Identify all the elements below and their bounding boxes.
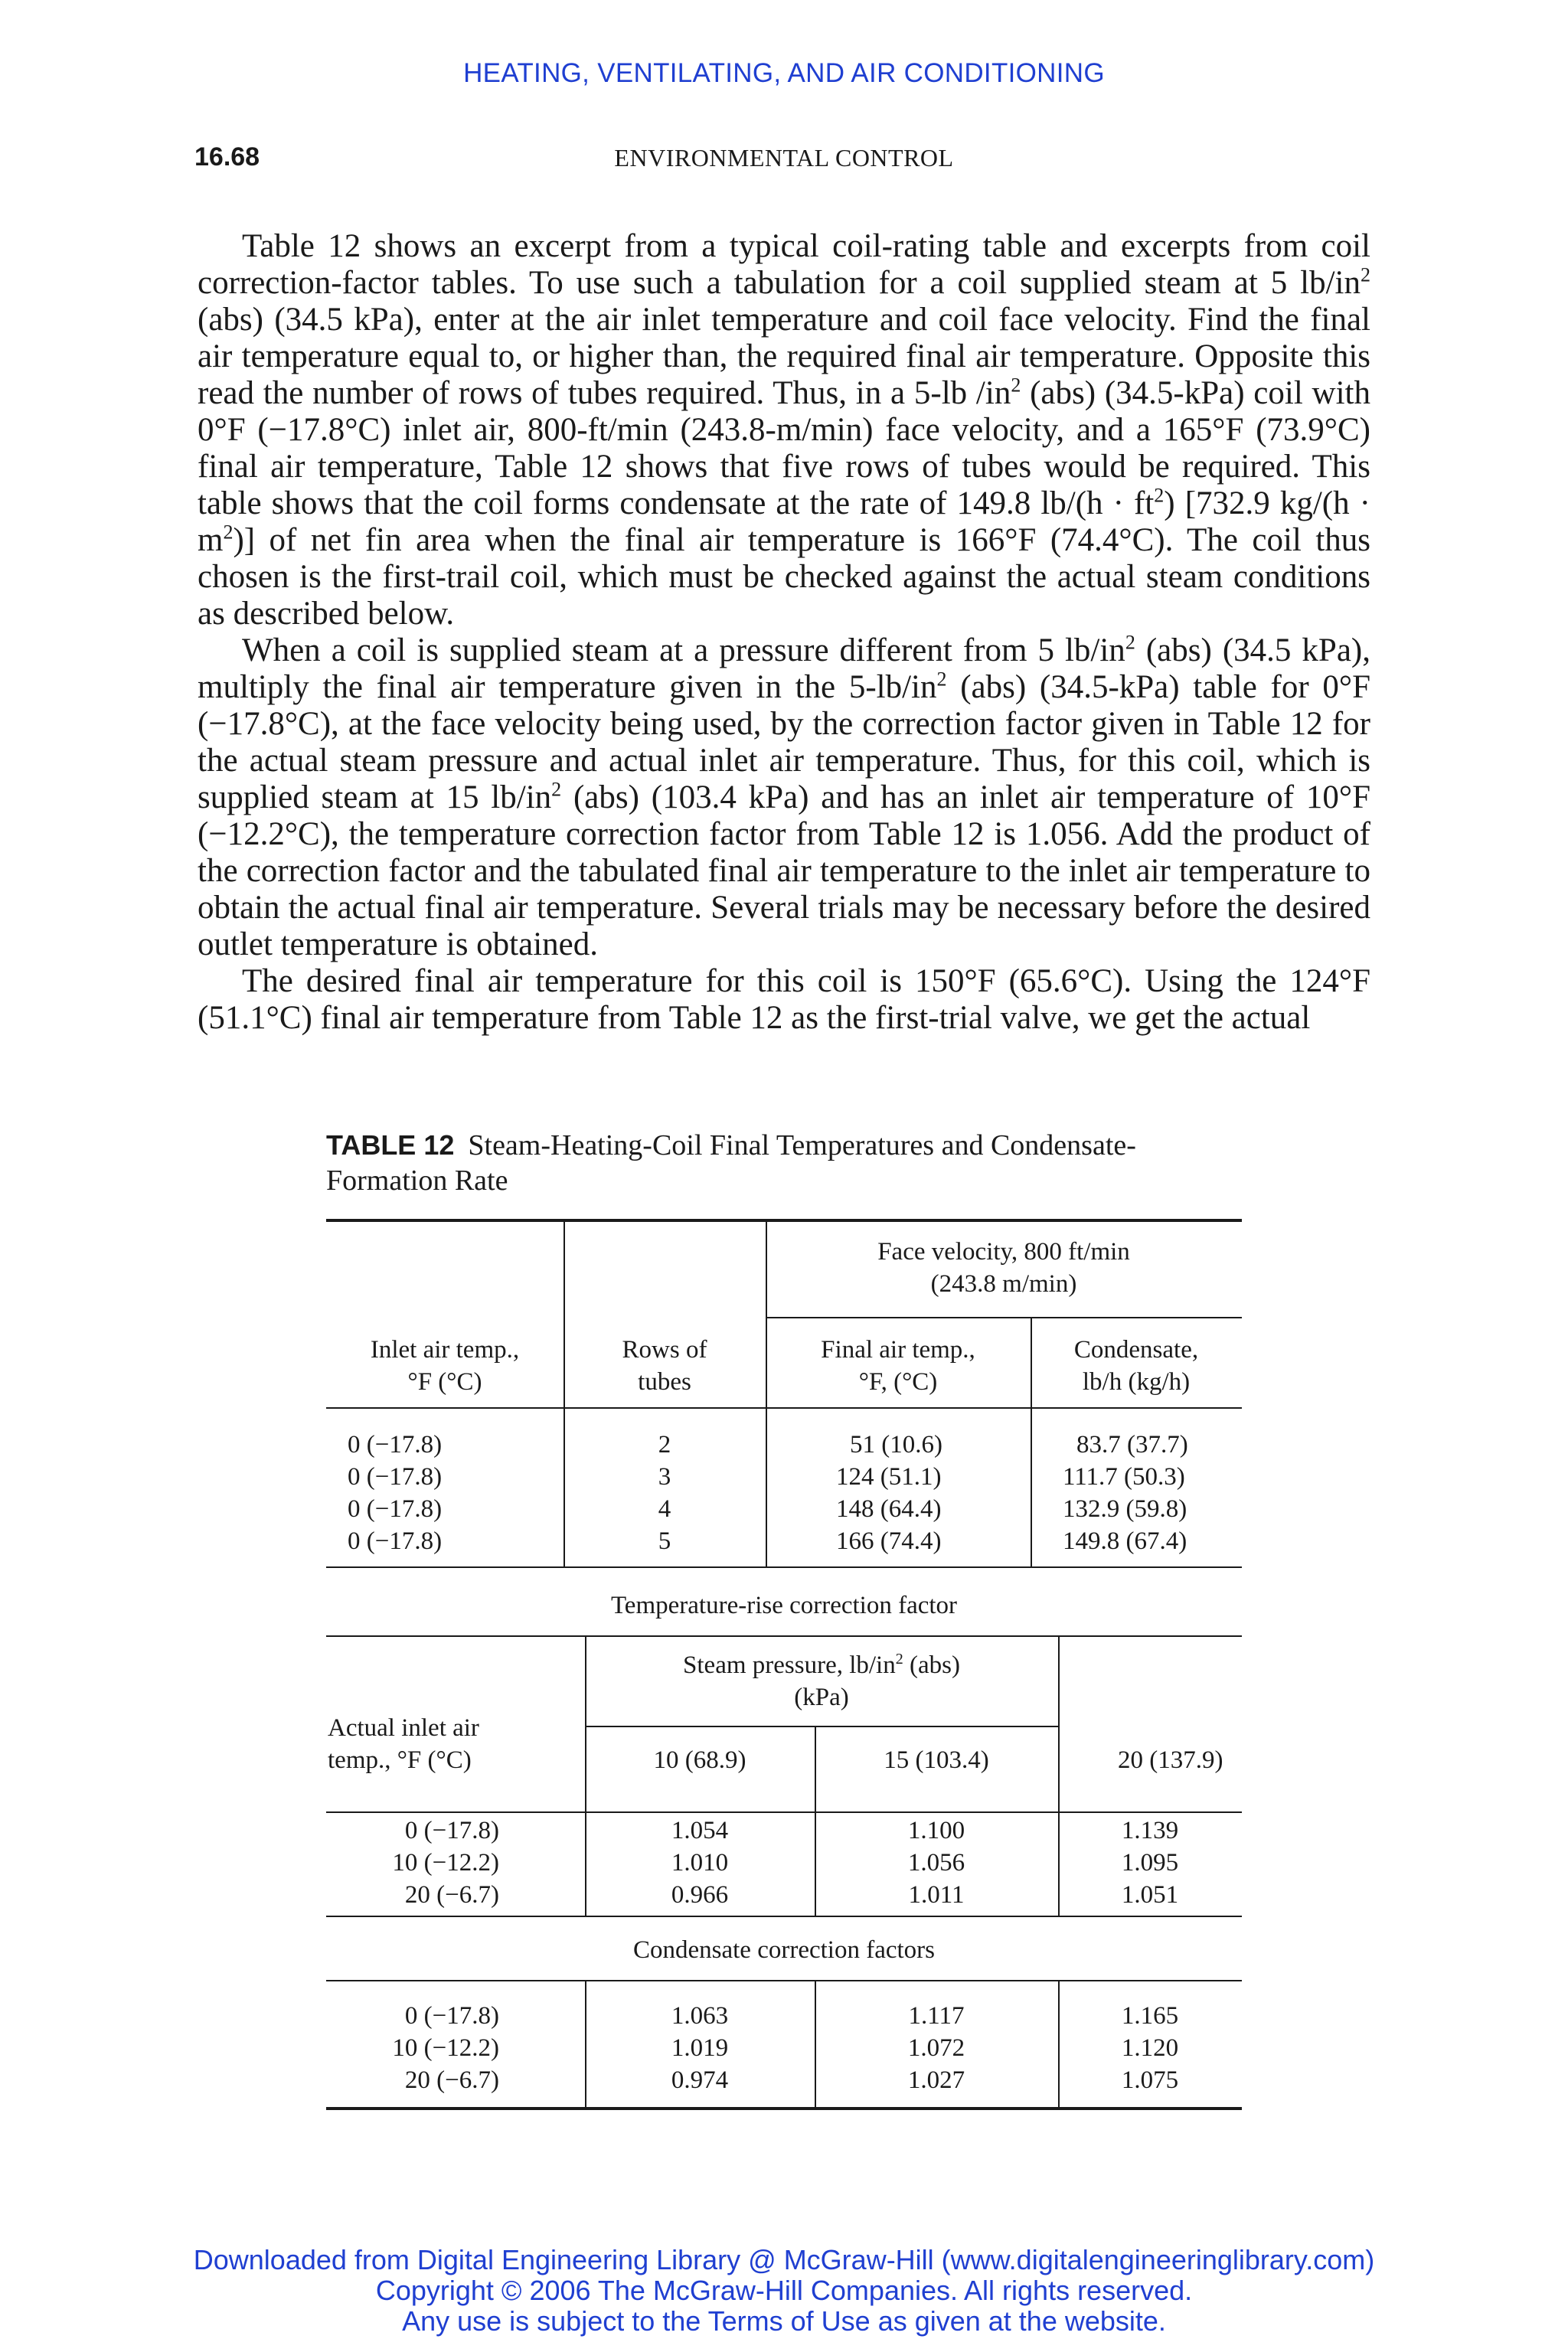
rule-part3-bottom xyxy=(326,2107,1242,2110)
table-cell: 1.075 xyxy=(1121,2066,1179,2094)
header-rows: Rows of tubes xyxy=(622,1336,707,1396)
table-cell: 5 xyxy=(658,1527,671,1555)
face-velocity-header: Face velocity, 800 ft/min (243.8 m/min) xyxy=(877,1238,1130,1298)
table-cell: 1.051 xyxy=(1121,1881,1179,1909)
footer-terms: Any use is subject to the Terms of Use as given at the website. xyxy=(402,2305,1166,2337)
rule-part2-header xyxy=(326,1811,1242,1813)
table-cell: 1.139 xyxy=(1121,1817,1179,1844)
table-cell: 20 (−6.7) xyxy=(404,2066,499,2094)
running-head: HEATING, VENTILATING, AND AIR CONDITIONING xyxy=(463,58,1105,88)
steam-pressure-header: Steam pressure, $lb/in^2$ (abs) (kPa) xyxy=(683,1651,960,1711)
table-cell: 10 (−12.2) xyxy=(392,1849,499,1877)
table-cell: 51 (10.6) xyxy=(850,1431,942,1459)
col-p2-10 xyxy=(585,1815,815,1911)
vrule-1 xyxy=(564,1220,565,1566)
col-p2-20 xyxy=(1058,1815,1242,1911)
rule-face-velocity xyxy=(766,1317,1242,1318)
col-condensate xyxy=(1063,1429,1188,1557)
table-cell: 111.7 (50.3) xyxy=(1063,1463,1185,1491)
table-cell: 3 xyxy=(658,1463,671,1491)
table-cell: 1.011 xyxy=(908,1881,965,1909)
table-cell: 0 (−17.8) xyxy=(348,1527,443,1555)
paragraph-1: Table 12 shows an excerpt from a typical coil-rating table and excerpts from coil correction-factor tables. To use such a tabulation for a coil supplied steam at 5 $lb/in^2$ (abs) (34.5 kPa), enter at the air inlet temperature and coil face velocity. Find the final air temperature equal to, or higher than, the required final air temperature. Opposite this read the number of rows of tubes required. Thus, in a 5-lb $/in^2$ (abs) (34.5-kPa) coil with 0°F (−17.8°C) inlet air, 800-ft/min (243.8-m/min) face velocity, and a 165°F (73.9°C) final air temperature, Table 12 shows that five rows of tubes would be required. This table shows that the coil forms condensate at the rate of 149.8 $lb/(h \cdot ft^2)$ [732.9 $kg/(h \cdot m^2)$] of net fin area when the final air temperature is 166°F (74.4°C). The coil thus chosen is the first-trail coil, which must be checked against the actual steam conditions as described below. xyxy=(198,228,1371,632)
vrule-p2-1 xyxy=(585,1637,586,1916)
table-cell: 1.056 xyxy=(907,1849,965,1877)
page-number: 16.68 xyxy=(194,142,260,172)
header-actual-inlet: Actual inlet air temp., °F (°C) xyxy=(328,1714,479,1774)
rule-header-bottom xyxy=(326,1407,1242,1409)
vrule-p3-2 xyxy=(815,1981,816,2107)
table-cell: 10 (−12.2) xyxy=(392,2034,499,2062)
table-caption-text: Steam-Heating-Coil Final Temperatures and Condensate-Formation Rate xyxy=(326,1129,1136,1197)
header-condensate: Condensate, lb/h (kg/h) xyxy=(1073,1336,1199,1396)
table-cell: 2 xyxy=(658,1431,671,1459)
table-cell: 83.7 (37.7) xyxy=(1076,1431,1188,1459)
table-cell: 124 (51.1) xyxy=(836,1463,942,1491)
table-cell: 1.100 xyxy=(907,1817,965,1844)
table-cell: 166 (74.4) xyxy=(836,1527,942,1555)
vrule-p2-2 xyxy=(815,1727,816,1916)
vrule-3 xyxy=(1031,1318,1032,1566)
col-p3-15 xyxy=(815,2000,1058,2096)
table-label: TABLE 12 xyxy=(326,1129,455,1161)
table-cell: 0.966 xyxy=(671,1881,729,1909)
footer xyxy=(0,2245,1568,2337)
vrule-p2-3 xyxy=(1058,1637,1060,1916)
col-p3-20 xyxy=(1058,2000,1242,2096)
footer-copyright: Copyright © 2006 The McGraw-Hill Companies. All rights reserved. xyxy=(375,2275,1193,2306)
table-cell: 1.120 xyxy=(1121,2034,1179,2062)
rule-steam xyxy=(585,1726,1058,1727)
table-cell: 148 (64.4) xyxy=(836,1495,942,1523)
vrule-2 xyxy=(766,1220,767,1566)
rule-part2-top xyxy=(326,1635,1242,1637)
col-inlet xyxy=(348,1429,442,1557)
paragraph-3: The desired final air temperature for this coil is 150°F (65.6°C). Using the 124°F (51.1°C) final air temperature from Table 12 as the first-trial valve, we get the actual xyxy=(198,963,1370,1036)
table-cell: 0 (−17.8) xyxy=(348,1495,443,1523)
part3-title: Condensate correction factors xyxy=(632,1936,935,1964)
col-p2-inlet xyxy=(361,1815,499,1911)
header-inlet: Inlet air temp., °F (°C) xyxy=(370,1336,520,1396)
table-cell: 0.974 xyxy=(671,2066,729,2094)
table-cell: 20 (−6.7) xyxy=(404,1881,499,1909)
table-cell: 0 (−17.8) xyxy=(404,2002,499,2030)
table-cell: 4 xyxy=(658,1495,671,1523)
col-final xyxy=(836,1429,942,1557)
col-p3-10 xyxy=(585,2000,815,2096)
paragraph-2: When a coil is supplied steam at a pressure different from 5 $lb/in^2$ (abs) (34.5 kPa), multiply the final air temperature given in the $5-lb/in^2$ (abs) (34.5-kPa) table for 0°F (−17.8°C), at the face velocity being used, by the correction factor given in Table 12 for the actual steam pressure and actual inlet air temperature. Thus, for this coil, which is supplied steam at 15 $lb/in^2$ (abs) (103.4 kPa) and has an inlet air temperature of 10°F (−12.2°C), the temperature correction factor from Table 12 is 1.056. Add the product of the correction factor and the tabulated final air temperature to the inlet air temperature to obtain the actual final air temperature. Several trials may be necessary before the desired outlet temperature is obtained. xyxy=(198,631,1370,962)
table-cell: 1.054 xyxy=(671,1817,729,1844)
table-cell: 1.165 xyxy=(1121,2002,1179,2030)
vrule-p3-1 xyxy=(585,1981,586,2107)
table-cell: 1.063 xyxy=(671,2002,729,2030)
table-cell: 1.027 xyxy=(907,2066,965,2094)
table-caption xyxy=(326,1128,1245,1198)
table-cell: 149.8 (67.4) xyxy=(1063,1527,1187,1555)
table-cell: 132.9 (59.8) xyxy=(1063,1495,1187,1523)
table-cell: 1.117 xyxy=(908,2002,965,2030)
vrule-p3-3 xyxy=(1058,1981,1060,2107)
col-p3-inlet xyxy=(361,2000,499,2096)
header-p15: 15 (103.4) xyxy=(884,1746,989,1774)
rule-top xyxy=(326,1219,1242,1222)
table-cell: 1.019 xyxy=(671,2034,729,2062)
rule-part3-top xyxy=(326,1980,1242,1981)
rule-part1-bottom xyxy=(326,1566,1242,1568)
col-rows xyxy=(564,1429,766,1557)
table-cell: 0 (−17.8) xyxy=(404,1817,499,1844)
table-cell: 0 (−17.8) xyxy=(348,1431,443,1459)
header-p20: 20 (137.9) xyxy=(1118,1746,1223,1774)
rule-part2-bottom xyxy=(326,1916,1242,1917)
table-cell: 1.072 xyxy=(907,2034,965,2062)
body-text xyxy=(198,228,1370,1037)
table-cell: 1.010 xyxy=(671,1849,729,1877)
header-p10: 10 (68.9) xyxy=(653,1746,746,1774)
part2-title: Temperature-rise correction factor xyxy=(610,1592,958,1619)
header-final: Final air temp., °F, (°C) xyxy=(821,1336,975,1396)
table-cell: 0 (−17.8) xyxy=(348,1463,443,1491)
section-head: ENVIRONMENTAL CONTROL xyxy=(614,144,954,172)
table-cell: 1.095 xyxy=(1121,1849,1179,1877)
footer-download-link[interactable]: Downloaded from Digital Engineering Library @ McGraw-Hill (www.digitalengineeringlibrary.com) xyxy=(193,2244,1375,2275)
col-p2-15 xyxy=(815,1815,1058,1911)
